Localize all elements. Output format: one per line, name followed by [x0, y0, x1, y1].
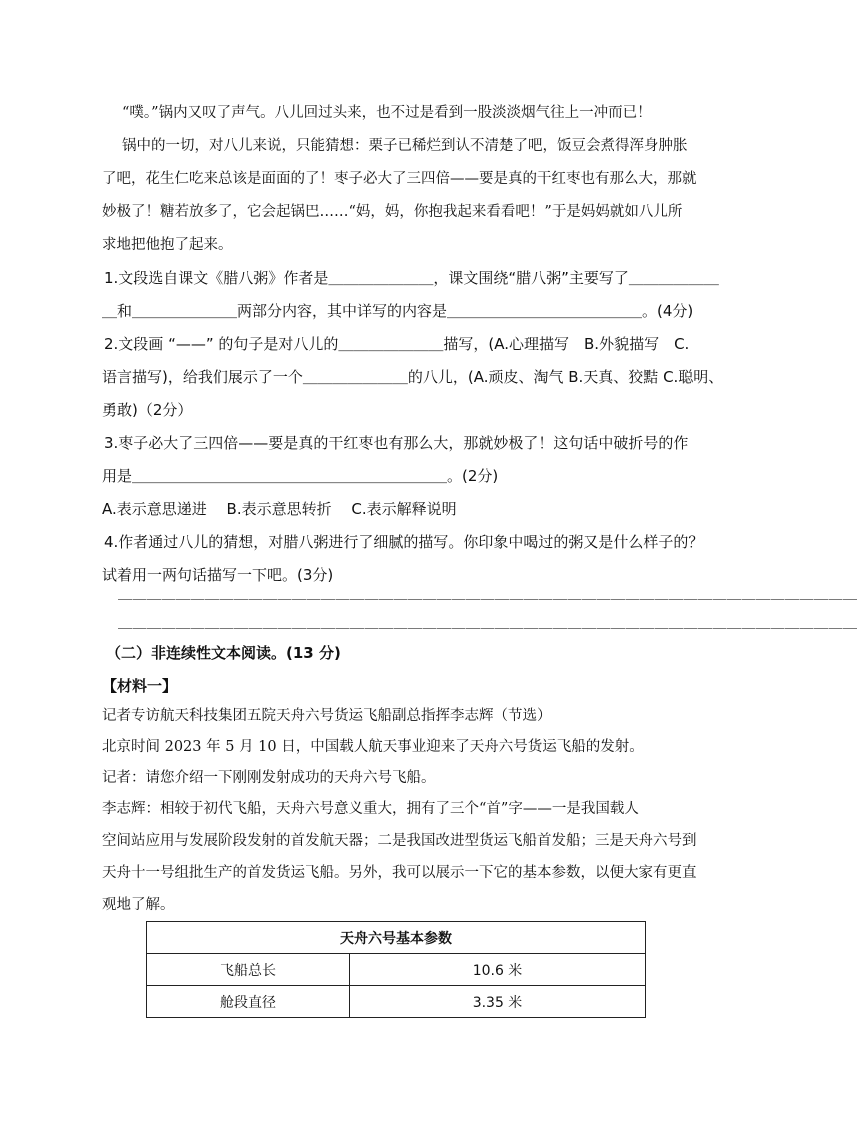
question-2-line: 勇敢)（2分）	[102, 401, 193, 419]
body-paragraph-line: 空间站应用与发展阶段发射的首发航天器；二是我国改进型货运飞船首发船；三是天舟六号到	[102, 833, 697, 849]
answer-line: ＿＿＿＿＿＿＿＿＿＿＿＿＿＿＿＿＿＿＿＿＿＿＿＿＿＿＿＿＿＿＿＿＿＿＿＿＿＿＿＿＿＿＿＿＿＿＿＿＿＿＿	[118, 586, 858, 602]
passage-line: 妙极了！糖若放多了，它会起锅巴……“妈，妈，你抱我起来看看吧！”于是妈妈就如八儿所	[102, 204, 683, 220]
question-2-line: 2.文段画 “——” 的句子是对八儿的＿＿＿＿＿＿＿描写，(A.心理描写 B.外貌描写 C.	[104, 335, 690, 353]
question-1-line: 1.文段选自课文《腊八粥》作者是＿＿＿＿＿＿＿，课文围绕“腊八粥”主要写了＿＿＿＿＿＿	[104, 269, 719, 287]
body-paragraph-line: 天舟十一号组批生产的首发货运飞船。另外，我可以展示一下它的基本参数，以便大家有更直	[102, 865, 697, 881]
interview-subtitle: 记者专访航天科技集团五院天舟六号货运飞船副总指挥李志辉（节选）	[102, 708, 552, 724]
question-3-options: A.表示意思递进 B.表示意思转折 C.表示解释说明	[102, 500, 457, 518]
question-3-line: 3.枣子必大了三四倍——要是真的干红枣也有那么大，那就妙极了！这句话中破折号的作	[104, 434, 689, 452]
table-cell-value: 3.35 米	[350, 986, 646, 1018]
table-row	[147, 986, 646, 1018]
question-3-line: 用是＿＿＿＿＿＿＿＿＿＿＿＿＿＿＿＿＿＿＿＿＿。(2分)	[102, 467, 499, 485]
passage-line: “噗。”锅内又叹了声气。八儿回过头来，也不过是看到一股淡淡烟气往上一冲而已！	[122, 105, 652, 121]
passage-line: 了吧，花生仁吃来总该是面面的了！枣子必大了三四倍——要是真的干红枣也有那么大，那就	[102, 171, 697, 187]
body-paragraph: 北京时间 2023 年 5 月 10 日，中国载人航天事业迎来了天舟六号货运飞船的发射。	[102, 739, 644, 755]
table-cell-label: 舱段直径	[147, 986, 350, 1018]
table-cell-label: 飞船总长	[147, 954, 350, 986]
material-label: 【材料一】	[102, 677, 178, 695]
question-4-line: 4.作者通过八儿的猜想，对腊八粥进行了细腻的描写。你印象中喝过的粥又是什么样子的？	[104, 533, 704, 551]
table-cell-value: 10.6 米	[350, 954, 646, 986]
passage-line: 锅中的一切，对八儿来说，只能猜想：栗子已稀烂到认不清楚了吧，饭豆会煮得浑身肿胀	[122, 138, 688, 154]
parameters-table	[146, 921, 646, 1018]
question-1-line: ＿和＿＿＿＿＿＿＿两部分内容，其中详写的内容是＿＿＿＿＿＿＿＿＿＿＿＿＿。(4分)	[102, 302, 694, 320]
body-paragraph-line: 观地了解。	[102, 897, 175, 913]
passage-line: 求地把他抱了起来。	[102, 237, 233, 253]
table-title: 天舟六号基本参数	[147, 922, 646, 954]
answer-line: ＿＿＿＿＿＿＿＿＿＿＿＿＿＿＿＿＿＿＿＿＿＿＿＿＿＿＿＿＿＿＿＿＿＿＿＿＿＿＿＿＿＿＿＿＿＿＿＿＿＿＿	[118, 615, 858, 631]
question-2-line: 语言描写)，给我们展示了一个＿＿＿＿＿＿＿的八儿，(A.顽皮、淘气 B.天真、狡黠 C.聪明、	[102, 368, 724, 386]
question-4-line: 试着用一两句话描写一下吧。(3分)	[102, 566, 334, 584]
table-row	[147, 954, 646, 986]
body-paragraph-line: 李志辉：相较于初代飞船，天舟六号意义重大，拥有了三个“首”字——一是我国载人	[102, 801, 639, 817]
table-title-row	[147, 922, 646, 954]
body-paragraph: 记者：请您介绍一下刚刚发射成功的天舟六号飞船。	[102, 770, 436, 786]
section-heading: （二）非连续性文本阅读。(13 分)	[106, 644, 341, 662]
